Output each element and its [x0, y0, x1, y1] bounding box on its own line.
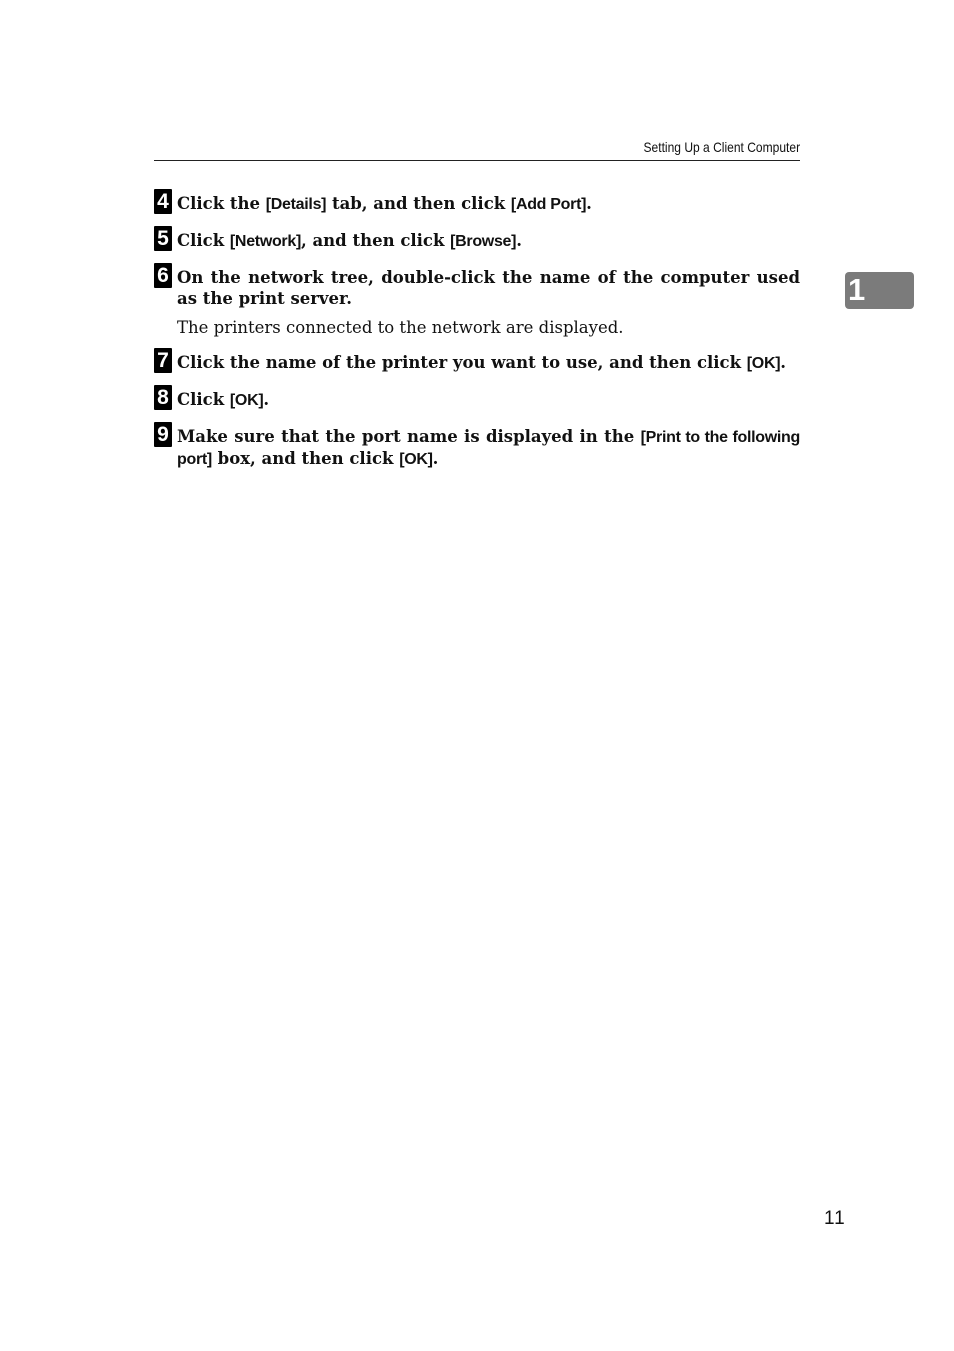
- step-instruction: [177, 426, 800, 470]
- print-to-port-box-label: [Print to the following port]: [177, 429, 800, 468]
- step-text-segment: .: [780, 353, 786, 372]
- running-header: [154, 137, 800, 161]
- step-text-segment: .: [586, 194, 592, 213]
- step-number-badge: 8: [154, 385, 172, 410]
- ok-button-label: [OK]: [229, 392, 264, 409]
- step-result: The printers connected to the network are displayed.: [177, 318, 624, 337]
- step-number-badge: 5: [154, 226, 172, 251]
- step-number-badge: 9: [154, 422, 172, 447]
- step-text-segment: box, and then click: [211, 449, 400, 468]
- step-text-segment: Click the: [177, 194, 266, 213]
- step-text-segment: , and then click: [301, 231, 451, 250]
- header-title: Setting Up a Client Computer: [643, 139, 800, 155]
- step-instruction: [177, 193, 800, 215]
- step-instruction: [177, 389, 800, 411]
- step-number-badge: 4: [154, 189, 172, 214]
- step-text-segment: Make sure that the port name is displayed in the: [177, 427, 641, 446]
- step-text-segment: Click: [177, 390, 230, 409]
- step-number-badge: 7: [154, 348, 172, 373]
- step-text-segment: .: [516, 231, 522, 250]
- chapter-number: 1: [848, 272, 866, 307]
- step-text-segment: .: [263, 390, 270, 409]
- step-instruction: [177, 230, 800, 252]
- step-instruction: [177, 352, 800, 374]
- browse-button-label: [Browse]: [450, 233, 517, 250]
- ok-button-label: [OK]: [746, 355, 781, 372]
- step-text-segment: .: [432, 449, 439, 468]
- chapter-tab: [845, 272, 914, 309]
- ok-button-label: [OK]: [399, 451, 433, 468]
- page-number: 11: [824, 1208, 846, 1229]
- details-tab-label: [Details]: [265, 196, 327, 213]
- step-text-segment: Click: [177, 231, 230, 250]
- step-number-badge: 6: [154, 263, 172, 288]
- step-instruction: On the network tree, double-click the name of the computer used as the print server.: [177, 268, 800, 308]
- step-text-segment: Click the name of the printer you want to use, and then click: [177, 353, 747, 372]
- step-text-segment: tab, and then click: [326, 194, 511, 213]
- add-port-button-label: [Add Port]: [510, 196, 587, 213]
- network-option-label: [Network]: [229, 233, 301, 250]
